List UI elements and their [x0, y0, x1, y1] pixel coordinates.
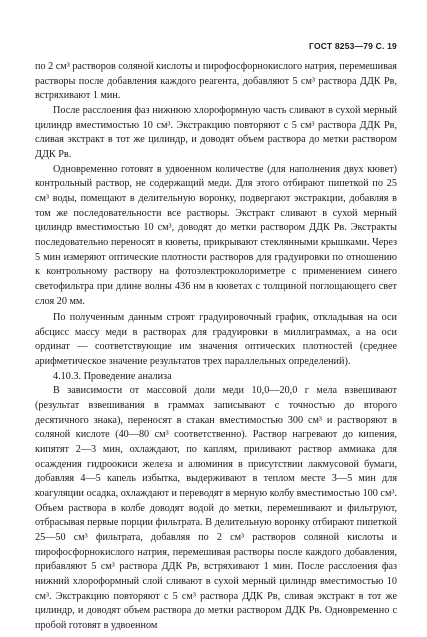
paragraph-1: по 2 см³ растворов соляной кислоты и пирофосфорнокислого натрия, перемешивая растворы после добавления каждого реагента, добавляют 5 см³ раствора ДДК Рв, встряхивают 1 мин. — [35, 61, 397, 102]
paragraph-5: В зависимости от массовой доли меди 10,0—20,0 г мела взвешивают (результат взвешивания в граммах записывают с точностью до второго десятичного знака), переносят в стакан вместимостью 300 см³ и растворяют в соляной кислоте (40—80 см³ соответственно). Раствор нагревают до кипения, кипятят 2—3 мин, охлаждают, по каплям, приливают раствор аммиака для осаждения гидроокиси железа и алюминия в присутствии лакмусовой бумаги, добавляя 4—5 капель избытка, выдерживают в теплом месте 3—5 мин для коагуляции осадка, охлаждают и переводят в мерную колбу вместимостью 100 см³. Объем раствора в колбе доводят водой до метки, перемешивают и фильтруют, отбрасывая первые порции фильтрата. В делительную воронку отбирают пипеткой 25—50 см³ фильтрата, добавляя по 2 см³ растворов соляной кислоты и пирофосфорнокислого натрия, перемешивая растворы после каждого добавления, прибавляют 5 см³ раствора ДДК Рв, встряхивают 1 мин. После расслоения фаз нижний хлороформный слой сливают в сухой мерный цилиндр вместимостью 10 см³. Экстракцию повторяют с 5 см³ раствора ДДК Рв, сливая экстракт в тот же цилиндр, и доводят объем раствора до метки раствором ДДК Рв. Одновременно с пробой готовят в удвоенном — [35, 385, 397, 631]
document-body — [35, 60, 397, 634]
paragraph-4: По полученным данным строят градуировочный график, откладывая на оси абсцисс массу меди в растворах для градуировки в миллиграммах, а на оси ординат — соответствующие им значения оптических плотностей (среднее арифметическое значение результатов трех параллельных определений). — [35, 312, 397, 368]
section-heading: 4.10.3. Проведение анализа — [53, 370, 172, 382]
paragraph-3: Одновременно готовят в удвоенном количестве (для наполнения двух кювет) контрольный раствор, не содержащий меди. Для этого отбирают пипеткой по 25 см³ воды, помещают в делительную воронку, подвергают экстракции, добавляя в том же последовательности все растворы. Экстракт сливают в сухой мерный цилиндр вместимостью 10 см³, доводят до метки раствором ДДК Рв. Экстракты последовательно переносят в кюветы, прикрывают стеклянными крышками. Через 5 мин измеряют оптические плотности растворов для градуировки по отношению к контрольному раствору на фотоэлектроколориметре с применением синего светофильтра при длине волны 436 нм в кюветах с толщиной поглощающего свет слоя 20 мм. — [35, 163, 397, 307]
page-header: ГОСТ 8253—79 С. 19 — [309, 41, 397, 51]
paragraph-2: После расслоения фаз нижнюю хлороформную часть сливают в сухой мерный цилиндр вместимостью 10 см³. Экстракцию повторяют с 5 см³ раствора ДДК Рв, сливая экстракт в тот же цилиндр, и доводят объем раствора до метки раствором ДДК Рв. — [35, 104, 397, 160]
